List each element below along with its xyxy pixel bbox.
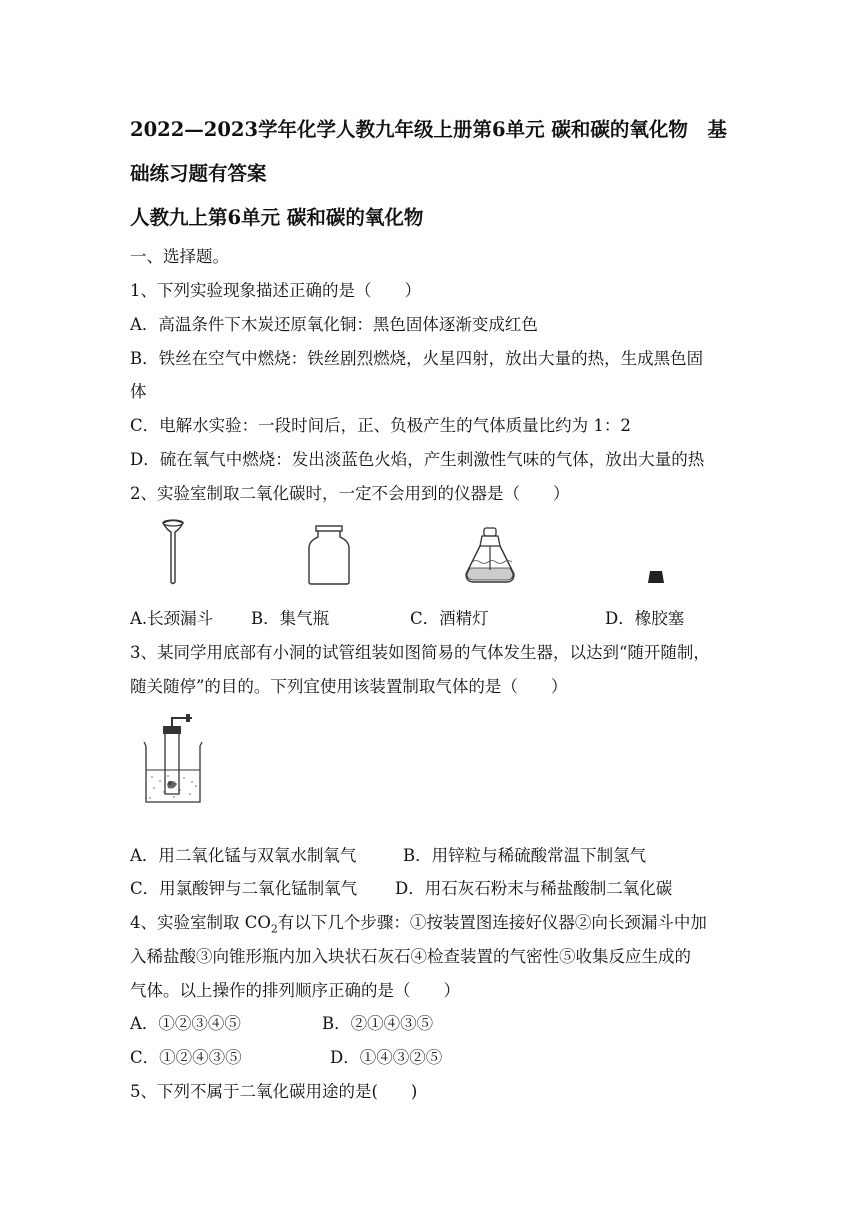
question-3-option-a: A．用二氧化锰与双氧水制氧气 bbox=[130, 846, 357, 865]
question-4-stem-line-3: 气体。以上操作的排列顺序正确的是（ ） bbox=[130, 981, 460, 1000]
question-3-option-c: C．用氯酸钾与二氧化锰制氧气 bbox=[130, 879, 358, 898]
question-1-option-b-cont: 体 bbox=[130, 382, 147, 401]
long-neck-funnel-icon bbox=[158, 516, 188, 586]
question-1-option-a: A．高温条件下木炭还原氧化铜：黑色固体逐渐变成红色 bbox=[130, 315, 538, 334]
question-2-option-d: D．橡胶塞 bbox=[605, 609, 685, 628]
document-title-line-1: 2022—2023学年化学人教九年级上册第6单元 碳和碳的氧化物 基 bbox=[130, 118, 727, 141]
rubber-stopper-icon bbox=[647, 570, 665, 584]
gas-generator-apparatus-icon bbox=[140, 712, 210, 808]
question-1-option-c: C．电解水实验：一段时间后，正、负极产生的气体质量比约为 1：2 bbox=[130, 416, 631, 435]
question-1-option-b: B．铁丝在空气中燃烧：铁丝剧烈燃烧，火星四射，放出大量的热，生成黑色固 bbox=[130, 349, 704, 368]
document-subtitle: 人教九上第6单元 碳和碳的氧化物 bbox=[130, 206, 424, 229]
section-heading: 一、选择题。 bbox=[130, 247, 229, 266]
gas-jar-icon bbox=[305, 524, 353, 586]
question-3-stem-line-1: 3、某同学用底部有小洞的试管组装如图简易的气体发生器，以达到“随开随制， bbox=[130, 643, 710, 662]
question-4-option-d: D．①④③②⑤ bbox=[330, 1048, 443, 1067]
question-4-stem-post: 有以下几个步骤：①按装置图连接好仪器②向长颈漏斗中加 bbox=[277, 913, 707, 932]
question-4-subscript: 2 bbox=[270, 922, 278, 936]
question-2-option-c: C．酒精灯 bbox=[410, 609, 489, 628]
question-3-option-b: B．用锌粒与稀硫酸常温下制氢气 bbox=[403, 846, 647, 865]
document-title-line-2: 础练习题有答案 bbox=[130, 162, 267, 185]
question-1-stem: 1、下列实验现象描述正确的是（ ） bbox=[130, 281, 421, 300]
question-4-stem-line-1 bbox=[130, 913, 707, 936]
question-4-option-a: A．①②③④⑤ bbox=[130, 1014, 241, 1033]
question-2-stem: 2、实验室制取二氧化碳时，一定不会用到的仪器是（ ） bbox=[130, 484, 570, 503]
question-4-option-c: C．①②④③⑤ bbox=[130, 1048, 242, 1067]
question-5-stem: 5、下列不属于二氧化碳用途的是( ) bbox=[130, 1082, 418, 1101]
question-3-option-d: D．用石灰石粉末与稀盐酸制二氧化碳 bbox=[395, 879, 673, 898]
question-1-option-d: D．硫在氧气中燃烧：发出淡蓝色火焰，产生刺激性气味的气体，放出大量的热 bbox=[130, 450, 705, 469]
question-2-option-b: B．集气瓶 bbox=[251, 609, 330, 628]
question-4-option-b: B．②①④③⑤ bbox=[322, 1014, 434, 1033]
question-4-stem-pre: 4、实验室制取 CO bbox=[130, 913, 271, 932]
alcohol-lamp-icon bbox=[460, 524, 520, 586]
question-4-stem-line-2: 入稀盐酸③向锥形瓶内加入块状石灰石④检查装置的气密性⑤收集反应生成的 bbox=[130, 947, 691, 966]
question-2-option-a: A.长颈漏斗 bbox=[130, 609, 214, 628]
question-3-stem-line-2: 随关随停”的目的。下列宜使用该装置制取气体的是（ ） bbox=[130, 677, 568, 696]
